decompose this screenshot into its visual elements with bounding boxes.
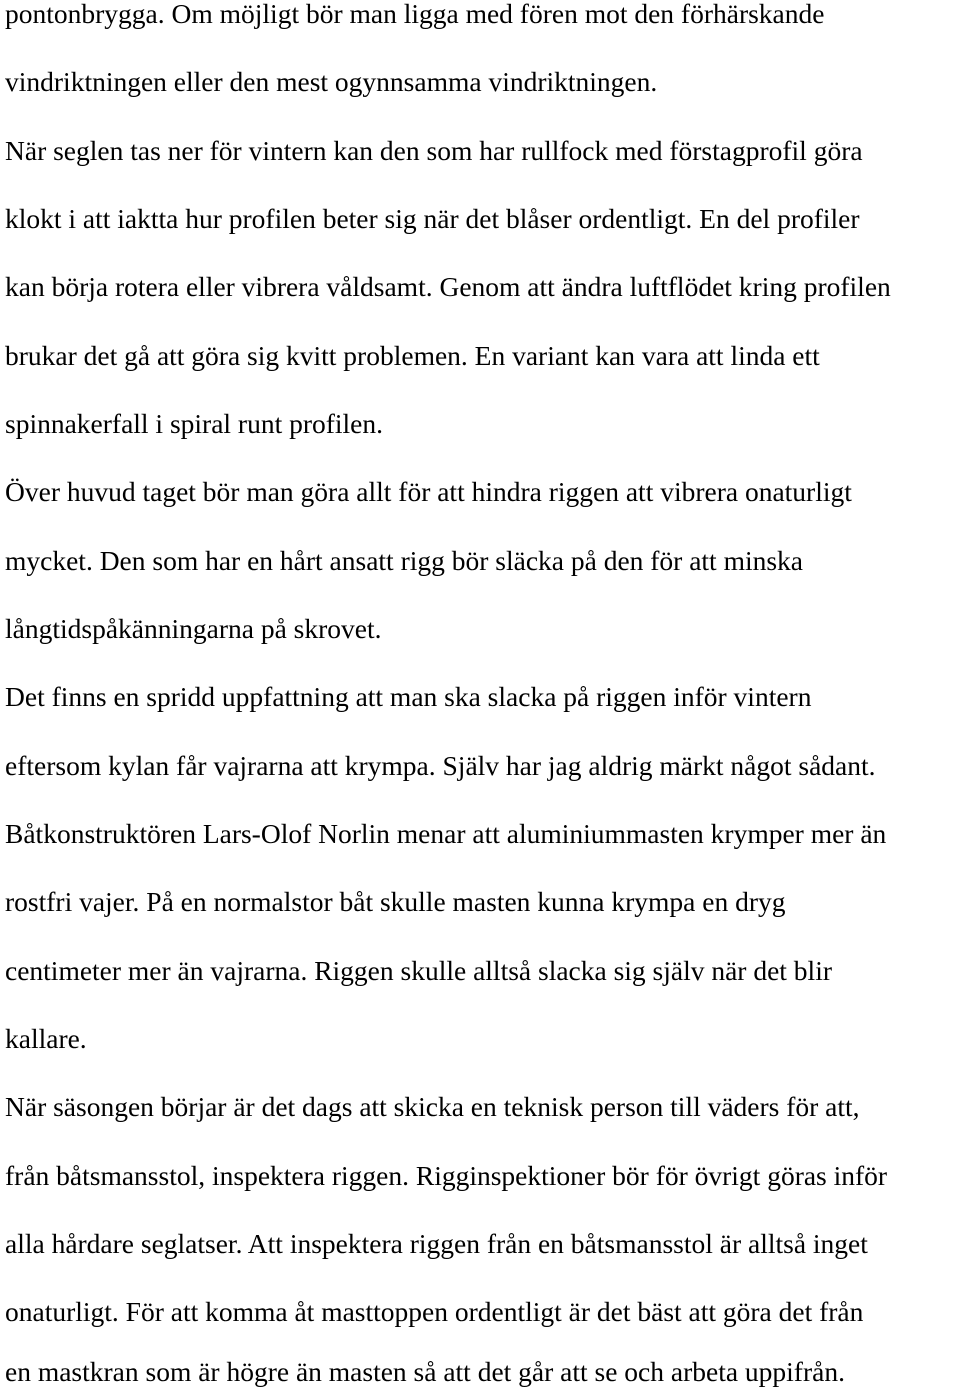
text-line: kan börja rotera eller vibrera våldsamt. Genom att ändra luftflödet kring profilen	[5, 271, 891, 302]
text-line: pontonbrygga. Om möjligt bör man ligga med fören mot den förhärskande	[5, 0, 825, 29]
text-line: rostfri vajer. På en normalstor båt skulle masten kunna krympa en dryg	[5, 886, 786, 917]
text-line: vindriktningen eller den mest ogynnsamma vindriktningen.	[5, 66, 658, 97]
text-line: kallare.	[5, 1023, 87, 1054]
text-line: centimeter mer än vajrarna. Riggen skulle alltså slacka sig själv när det blir	[5, 955, 833, 986]
text-line: Det finns en spridd uppfattning att man ska slacka på riggen inför vintern	[5, 681, 812, 712]
text-line: När säsongen börjar är det dags att skicka en teknisk person till väders för att,	[5, 1091, 860, 1122]
text-line: klokt i att iaktta hur profilen beter sig när det blåser ordentligt. En del profiler	[5, 203, 860, 234]
text-line: onaturligt. För att komma åt masttoppen ordentligt är det bäst att göra det från	[5, 1296, 864, 1327]
text-line: från båtsmansstol, inspektera riggen. Rigginspektioner bör för övrigt göras inför	[5, 1160, 888, 1191]
text-line: långtidspåkänningarna på skrovet.	[5, 613, 382, 644]
text-line: brukar det gå att göra sig kvitt problemen. En variant kan vara att linda ett	[5, 340, 820, 371]
text-line: Över huvud taget bör man göra allt för att hindra riggen att vibrera onaturligt	[5, 476, 852, 507]
text-line: en mastkran som är högre än masten så att det går att se och arbeta uppifrån.	[5, 1356, 845, 1387]
text-line: mycket. Den som har en hårt ansatt rigg bör släcka på den för att minska	[5, 545, 804, 576]
text-line: Båtkonstruktören Lars-Olof Norlin menar att aluminiummasten krymper mer än	[5, 818, 887, 849]
text-line: När seglen tas ner för vintern kan den som har rullfock med förstagprofil göra	[5, 135, 863, 166]
text-line: eftersom kylan får vajrarna att krympa. Själv har jag aldrig märkt något sådant.	[5, 750, 876, 781]
text-line: alla hårdare seglatser. Att inspektera riggen från en båtsmansstol är alltså inget	[5, 1228, 868, 1259]
text-line: spinnakerfall i spiral runt profilen.	[5, 408, 384, 439]
